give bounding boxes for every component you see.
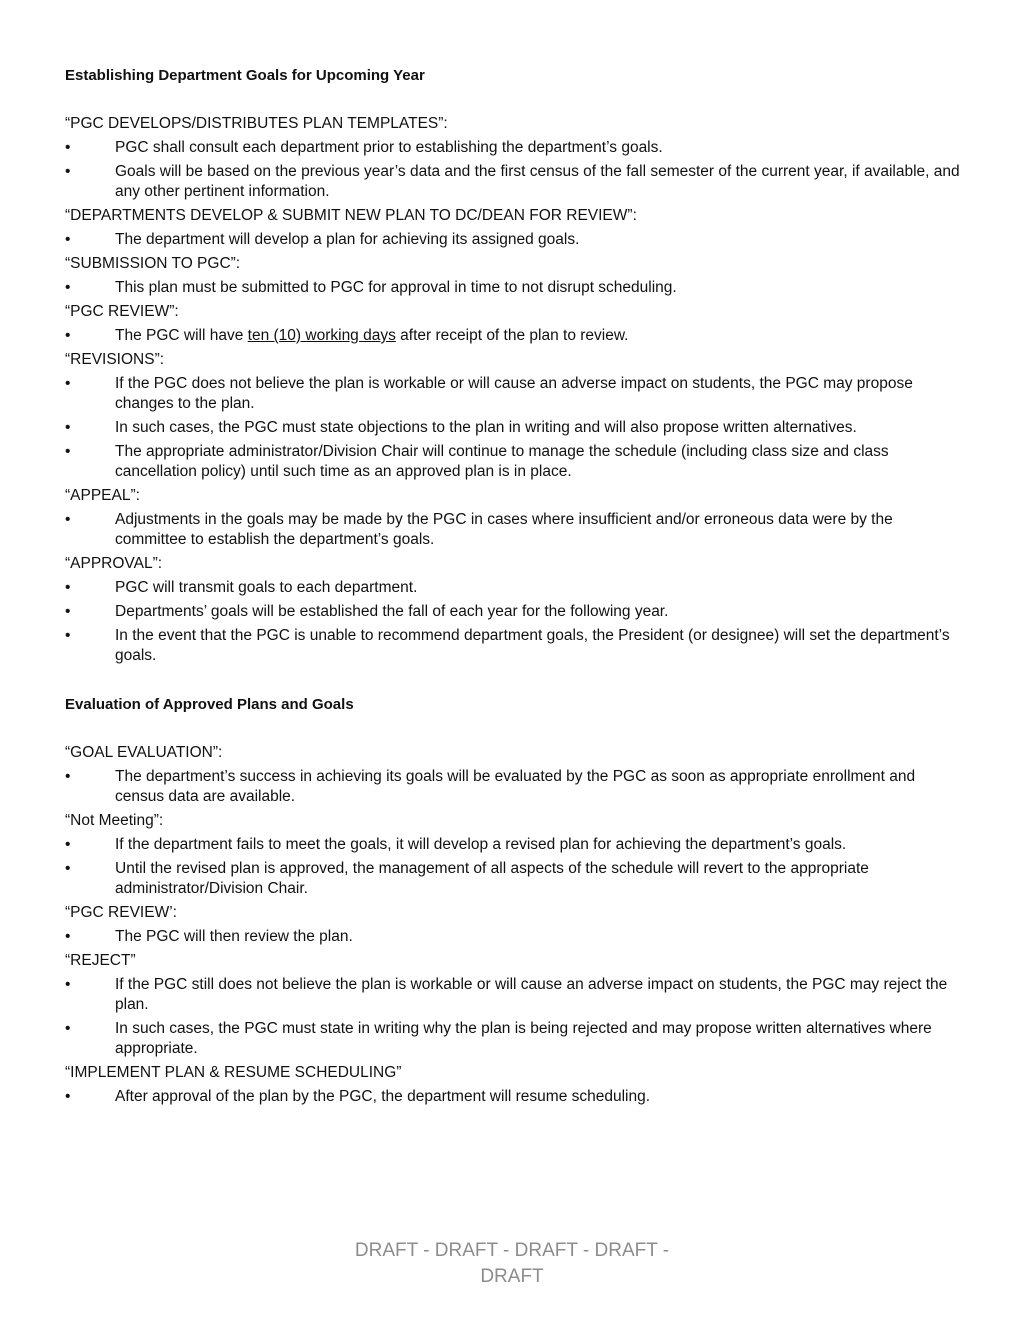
list-item <box>65 418 965 438</box>
list-item-text: If the PGC still does not believe the plan is workable or will cause an adverse impact on students, the PGC may reject the plan. <box>115 976 948 1013</box>
group-label: “PGC REVIEW’: <box>65 904 177 921</box>
review-period-underlined: ten (10) working days <box>247 327 396 344</box>
bullet-icon: • <box>65 1020 71 1037</box>
bullet-icon: • <box>65 279 71 296</box>
group-label: “DEPARTMENTS DEVELOP & SUBMIT NEW PLAN TO DC/DEAN FOR REVIEW”: <box>65 207 637 224</box>
bullet-icon: • <box>65 511 71 528</box>
list-item-text: The appropriate administrator/Division Chair will continue to manage the schedule (including class size and class cancellation policy) until such time as an approved plan is in place. <box>115 443 889 480</box>
bullet-icon: • <box>65 139 71 156</box>
list-item-text: PGC will transmit goals to each department. <box>115 579 418 596</box>
section-heading-evaluation: Evaluation of Approved Plans and Goals <box>65 696 354 713</box>
bullet-icon: • <box>65 419 71 436</box>
list-item-text: Departments’ goals will be established the fall of each year for the following year. <box>115 603 669 620</box>
bullet-icon: • <box>65 768 71 785</box>
bullet-icon: • <box>65 627 71 644</box>
list-item <box>65 975 965 1015</box>
list-item-text: After approval of the plan by the PGC, the department will resume scheduling. <box>115 1088 651 1105</box>
list-item-text: Adjustments in the goals may be made by the PGC in cases where insufficient and/or erroneous data were by the committee to establish the department’s goals. <box>115 511 893 548</box>
group-label: “Not Meeting”: <box>65 812 164 829</box>
group-label: “SUBMISSION TO PGC”: <box>65 255 241 272</box>
group-label: “REJECT” <box>65 952 136 969</box>
list-item-text: In the event that the PGC is unable to recommend department goals, the President (or designee) will set the department’s goals. <box>115 627 950 664</box>
bullet-icon: • <box>65 231 71 248</box>
list-item-text: If the PGC does not believe the plan is workable or will cause an adverse impact on students, the PGC may propose changes to the plan. <box>115 375 913 412</box>
review-text-after: after receipt of the plan to review. <box>395 327 629 344</box>
section-heading-establishing-goals: Establishing Department Goals for Upcoming Year <box>65 67 425 84</box>
draft-watermark-line-1: DRAFT - DRAFT - DRAFT - DRAFT - <box>354 1240 670 1261</box>
list-item-text: If the department fails to meet the goals, it will develop a revised plan for achieving the department’s goals. <box>115 836 847 853</box>
list-item <box>65 835 965 855</box>
list-item-text: Goals will be based on the previous year’s data and the first census of the fall semester of the current year, if available, and any other pertinent information. <box>115 163 960 200</box>
list-item <box>65 374 965 414</box>
list-item-text: PGC shall consult each department prior to establishing the department’s goals. <box>115 139 663 156</box>
group-label: “IMPLEMENT PLAN & RESUME SCHEDULING” <box>65 1064 402 1081</box>
list-item <box>65 510 965 550</box>
list-item <box>65 138 965 158</box>
list-item-text: In such cases, the PGC must state in writing why the plan is being rejected and may propose written alternatives where appropriate. <box>115 1020 932 1057</box>
bullet-icon: • <box>65 976 71 993</box>
document-page <box>65 66 965 1111</box>
list-item <box>65 578 965 598</box>
review-text-before: The PGC will have <box>115 327 248 344</box>
list-item-text <box>115 326 965 346</box>
list-item-text: In such cases, the PGC must state objections to the plan in writing and will also propose written alternatives. <box>115 419 857 436</box>
list-item <box>65 859 965 899</box>
list-item-text: The department’s success in achieving its goals will be evaluated by the PGC as soon as appropriate enrollment and census data are available. <box>115 768 916 805</box>
list-item <box>65 230 965 250</box>
bullet-icon: • <box>65 579 71 596</box>
list-item <box>65 1087 965 1107</box>
bullet-icon: • <box>65 375 71 392</box>
list-item-text: Until the revised plan is approved, the management of all aspects of the schedule will revert to the appropriate administrator/Division Chair. <box>115 860 869 897</box>
bullet-icon: • <box>65 836 71 853</box>
list-item <box>65 326 965 346</box>
group-label: “GOAL EVALUATION”: <box>65 744 223 761</box>
list-item <box>65 626 965 666</box>
bullet-icon: • <box>65 603 71 620</box>
group-label: “REVISIONS”: <box>65 351 165 368</box>
list-item <box>65 278 965 298</box>
list-item-text: The PGC will then review the plan. <box>115 928 353 945</box>
group-label: “APPROVAL”: <box>65 555 163 572</box>
bullet-icon: • <box>65 163 71 180</box>
list-item-text: This plan must be submitted to PGC for approval in time to not disrupt scheduling. <box>115 279 677 296</box>
list-item <box>65 1019 965 1059</box>
draft-watermark <box>0 1238 1024 1290</box>
draft-watermark-line-2: DRAFT <box>480 1266 544 1287</box>
group-label: “APPEAL”: <box>65 487 140 504</box>
list-item <box>65 927 965 947</box>
list-item <box>65 767 965 807</box>
bullet-icon: • <box>65 327 71 344</box>
bullet-icon: • <box>65 1088 71 1105</box>
list-item <box>65 442 965 482</box>
group-label: “PGC REVIEW”: <box>65 303 179 320</box>
bullet-icon: • <box>65 860 71 877</box>
group-label: “PGC DEVELOPS/DISTRIBUTES PLAN TEMPLATES”: <box>65 115 448 132</box>
list-item <box>65 162 965 202</box>
list-item-text: The department will develop a plan for achieving its assigned goals. <box>115 231 580 248</box>
bullet-icon: • <box>65 928 71 945</box>
bullet-icon: • <box>65 443 71 460</box>
list-item <box>65 602 965 622</box>
